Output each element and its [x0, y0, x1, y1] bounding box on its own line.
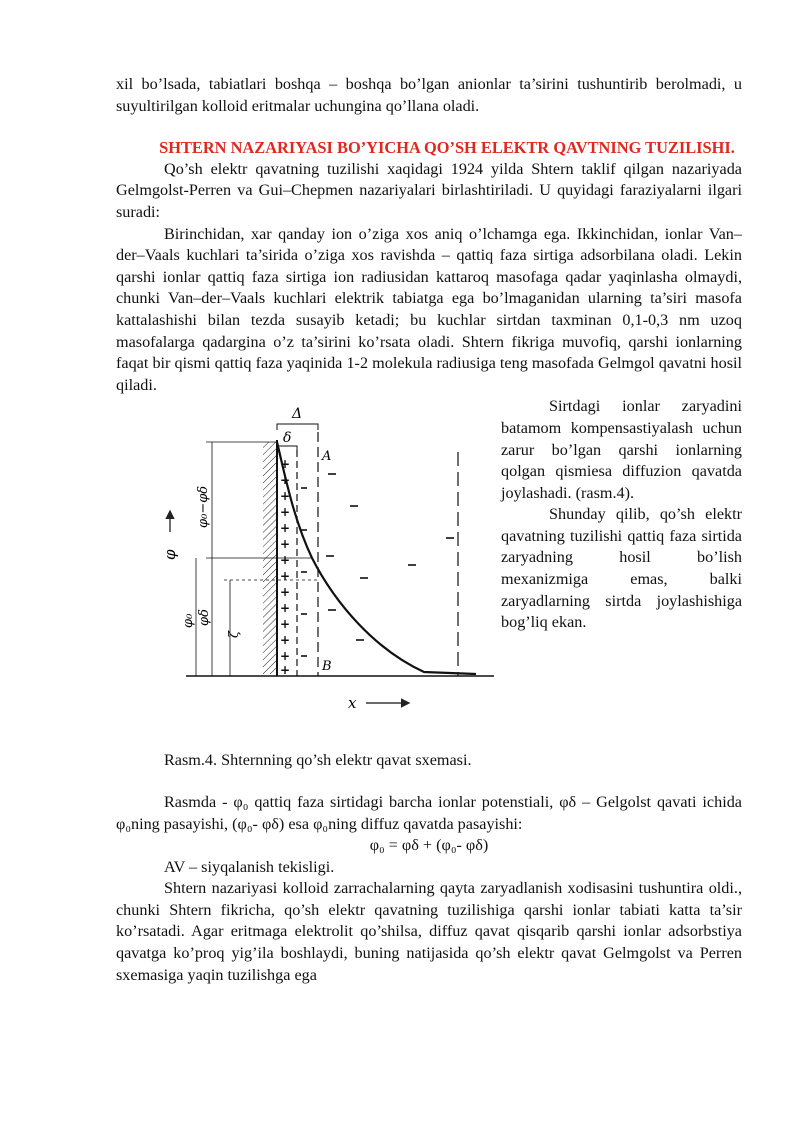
phi0-minus-phidelta-label: φ₀−φδ	[196, 486, 211, 529]
figure-side-text	[501, 396, 742, 634]
figure-caption: Rasm.4. Shternning qo’sh elektr qavat sxemasi.	[164, 751, 472, 770]
svg-text:+: +	[280, 617, 291, 632]
paragraph-intro: xil bo’lsada, tabiatlari boshqa – boshqa bo’lgan anionlar ta’sirini tushuntirib berolmadi, u suyultirilgan kolloid eritmalar uchungina qo’llana oladi.	[116, 75, 742, 115]
paragraph-figure-explanation: Rasmda - φ₀ qattiq faza sirtidagi barcha ionlar potenstiali, φδ – Gelgolst qavati ichida φ₀ning pasayishi, (φ₀- φδ) esa φ₀ning diffuz qavatda pasayishi:	[116, 792, 742, 833]
svg-text:+: +	[280, 505, 291, 520]
label-B: B	[322, 659, 332, 675]
formula: φ₀ = φδ + (φ₀- φδ)	[369, 836, 489, 855]
paragraph-recharging: Shtern nazariyasi kolloid zarrachalarning qayta zaryadlanish xodisasini tushuntira oldi., chunki Shtern fikricha, qo’sh elektr qavatning tuzilishiga qarshi ionlar tabiati katta ta’sir ko’rsatadi. Agar eritmaga elektrolit qo’shilsa, diffuz qavat qisqarib qarshi ionlar adsorbstiya qavatga ko’proq yig’ila boshlaydi, buning natijasida qo’sh elektr qavat Gelmgolst va Perren sxemasiga yaqin tuzilishga ega	[116, 879, 742, 984]
phidelta-label: φδ	[197, 609, 212, 627]
x-axis-label: x	[348, 694, 357, 713]
svg-text:+: +	[280, 521, 291, 536]
phi-axis-label: φ	[161, 549, 179, 561]
paragraph-stern-theory: Qo’sh elektr qavatning tuzilishi xaqidagi 1924 yilda Shtern taklif qilgan nazariyada Gelmgolst-Perren va Gui–Chepmen nazariyalari birlashtiriladi. U quyidagi faraziyalarni ilgari suradi:	[116, 159, 742, 221]
phi0-label: φ₀	[181, 613, 196, 629]
svg-text:+: +	[280, 489, 291, 504]
svg-text:+: +	[280, 537, 291, 552]
paragraph-assumptions: Birinchidan, xar qanday ion o’ziga xos aniq o’lchamga ega. Ikkinchidan, ionlar Van–der–Vaals kuchlari ta’sirida o’ziga xos ravishda – qattiq faza sirtiga adsorbilana oladi. Lekin qarshi ionlar qattiq faza sirtiga ion radiusidan kattaroq masofaga qadar yaqinlasha olmaydi, chunki Van–der–Vaals kuchlari elektrik tabiatga ega bo’lmaganidan ularning ta’siri masofa kattalashishi bilan tezda susayib ketadi; bu kuchlar sirtdan taxminan 0,1-0,3 nm uzoq masofalarga qadargina o’z ta’sirini ko’rsata oladi. Shtern fikriga muvofiq, qarshi ionlarning faqat bir qismi qattiq faza yaqinida 1-2 molekula radiusiga teng masofada Gelmgol qavatni hosil qiladi.	[116, 224, 742, 394]
svg-text:+: +	[280, 601, 291, 616]
label-A: A	[322, 449, 332, 465]
svg-text:+: +	[280, 553, 291, 568]
section-title: SHTERN NAZARIYASI BO’YICHA QO’SH ELEKTR QAVTNING TUZILISHI.	[159, 138, 735, 158]
svg-text:+: +	[280, 473, 291, 488]
delta-cap-label: Δ	[292, 406, 303, 423]
delta-label: δ	[283, 430, 292, 447]
figure-row	[116, 396, 742, 708]
stern-double-layer-figure	[161, 400, 498, 700]
x-axis-arrow-area	[340, 694, 450, 714]
paragraph-conclusion: Shunday qilib, qo’sh elektr qavatning tuzilishi qattiq faza sirtida zaryadning hosil bo’lish mexanizmiga emas, balki zaryadlarning sirtda joylashishiga bog’liq ekan.	[501, 505, 742, 632]
figure-bottom-row	[116, 694, 742, 750]
svg-text:+: +	[280, 457, 291, 472]
svg-text:+: +	[280, 649, 291, 664]
paragraph-diffuse-layer: Sirtdagi ionlar zaryadini batamom kompensastiyalash uchun zarur bo’lgan qarshi ionlarning qolgan qismiesa diffuzion qavatda joylashadi. (rasm.4).	[501, 397, 742, 502]
document-page	[116, 74, 742, 986]
svg-text:+: +	[280, 569, 291, 584]
paragraph-slipping-plane: AV – siyqalanish tekisligi.	[164, 857, 335, 876]
zeta-label: ζ	[227, 631, 242, 639]
svg-text:+: +	[280, 585, 291, 600]
svg-text:+: +	[280, 663, 291, 678]
svg-text:+: +	[280, 633, 291, 648]
counter-ions	[301, 474, 454, 656]
